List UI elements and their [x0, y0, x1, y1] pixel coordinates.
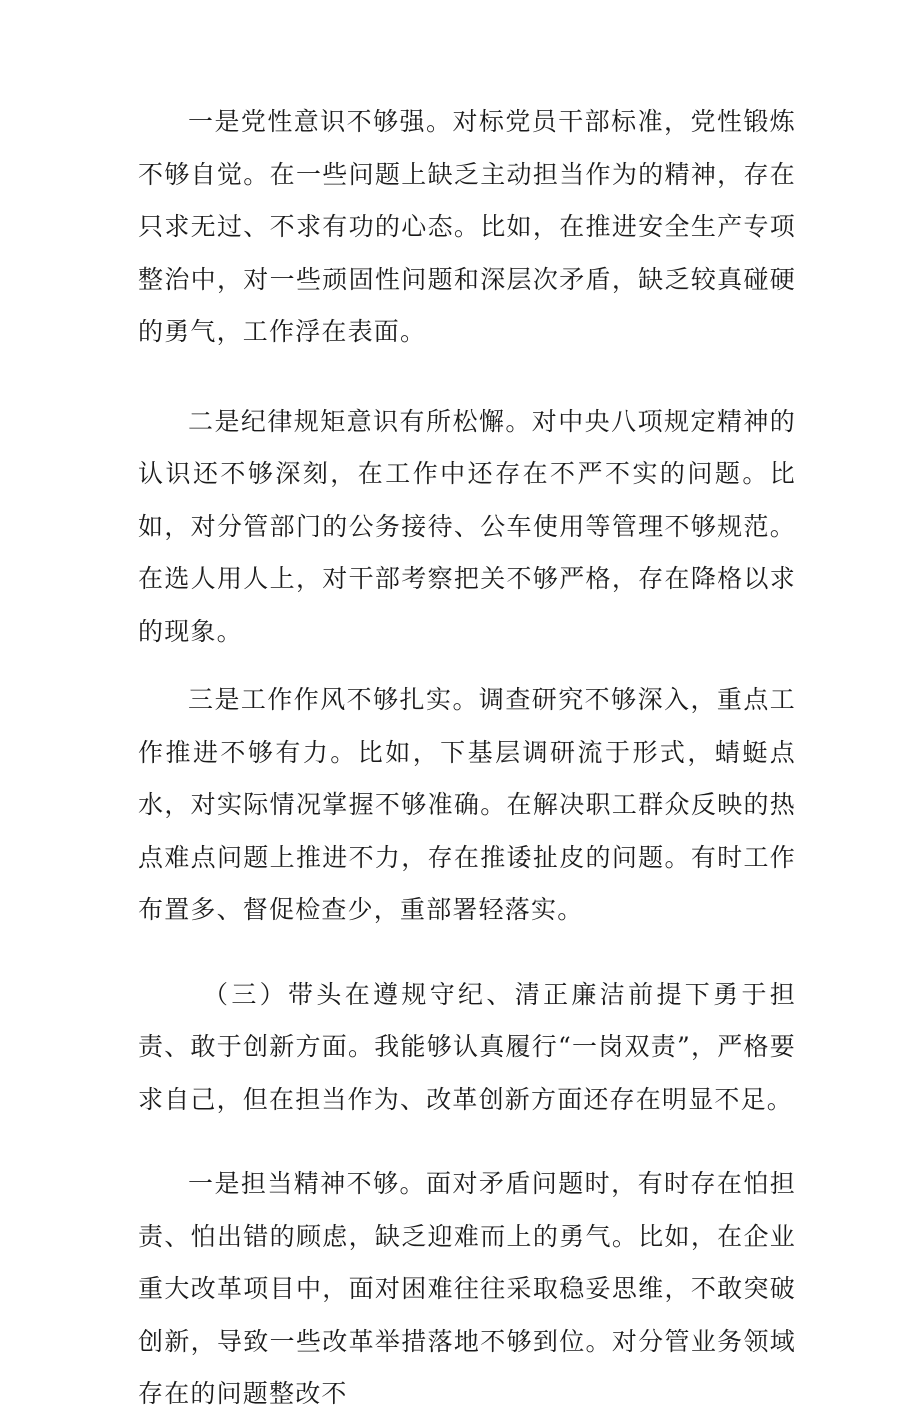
paragraph-party-spirit: 一是党性意识不够强。对标党员干部标准，党性锻炼不够自觉。在一些问题上缺乏主动担当作为的精神，存在只求无过、不求有功的心态。比如，在推进安全生产专项整治中，对一些顽固性问题和深层次矛盾，缺乏较真碰硬的勇气，工作浮在表面。 — [138, 107, 796, 346]
paragraph-work-style: 三是工作作风不够扎实。调查研究不够深入，重点工作推进不够有力。比如，下基层调研流于形式，蜻蜓点水，对实际情况掌握不够准确。在解决职工群众反映的热点难点问题上推进不力，存在推诿扯皮的问题。有时工作布置多、督促检查少，重部署轻落实。 — [138, 685, 796, 924]
paragraph-responsibility: 一是担当精神不够。面对矛盾问题时，有时存在怕担责、怕出错的顾虑，缺乏迎难而上的勇气。比如，在企业重大改革项目中，面对困难往往采取稳妥思维，不敢突破创新，导致一些改革举措落地不够到位。对分管业务领域存在的问题整改不 — [138, 1169, 796, 1408]
paragraph-discipline: 二是纪律规矩意识有所松懈。对中央八项规定精神的认识还不够深刻，在工作中还存在不严不实的问题。比如，对分管部门的公务接待、公车使用等管理不够规范。在选人用人上，对干部考察把关不够严格，存在降格以求的现象。 — [138, 406, 796, 646]
paragraph-section-three: （三）带头在遵规守纪、清正廉洁前提下勇于担责、敢于创新方面。我能够认真履行“一岗双责”，严格要求自己，但在担当作为、改革创新方面还存在明显不足。 — [138, 979, 796, 1114]
